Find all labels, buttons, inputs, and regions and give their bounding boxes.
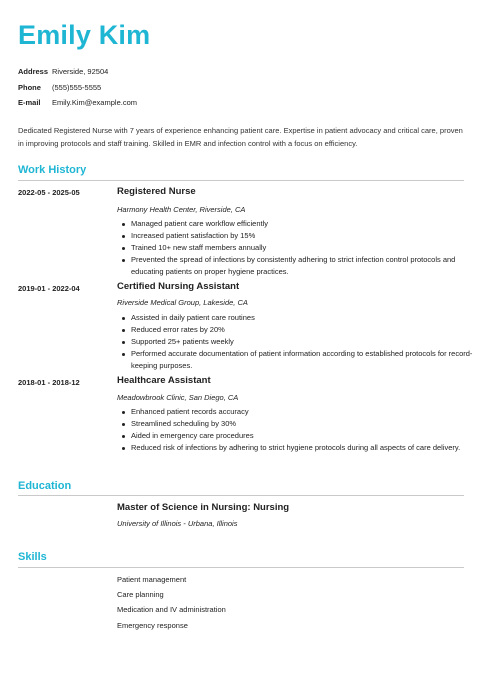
skill-item: Patient management [117,575,187,584]
job-bullets [117,312,481,372]
job-dates: 2019-01 - 2022-04 [18,284,80,293]
list-item: Aided in emergency care procedures [131,430,481,442]
list-item: Assisted in daily patient care routines [131,312,481,324]
job-bullets [117,406,481,454]
job-title: Healthcare Assistant [117,375,211,386]
list-item: Supported 25+ patients weekly [131,336,481,348]
section-heading-skills: Skills [18,551,47,563]
contact-value: Riverside, 92504 [52,67,109,76]
job-dates: 2022-05 - 2025-05 [18,188,80,197]
job-company: Harmony Health Center, Riverside, CA [117,205,246,214]
skill-item: Emergency response [117,621,188,630]
contact-label: E-mail [18,98,41,107]
job-title: Registered Nurse [117,186,196,197]
list-item: Reduced risk of infections by adhering to strict hygiene protocols during all aspects of care delivery. [131,442,481,454]
section-divider [18,567,464,568]
contact-label: Address [18,67,49,76]
list-item: Enhanced patient records accuracy [131,406,481,418]
list-item: Managed patient care workflow efficiently [131,218,481,230]
contact-value: (555)555-5555 [52,83,102,92]
job-title: Certified Nursing Assistant [117,281,240,292]
section-divider [18,180,464,181]
skill-item: Care planning [117,590,164,599]
professional-summary: Dedicated Registered Nurse with 7 years of experience enhancing patient care. Expertise in patient advocacy and critical care, proven in improving protocols and staff training. Skilled in EMR and infection control with a focus on efficiency. [18,126,463,148]
list-item: Reduced error rates by 20% [131,324,481,336]
job-company: Meadowbrook Clinic, San Diego, CA [117,393,239,402]
candidate-name: Emily Kim [18,20,151,50]
list-item: Streamlined scheduling by 30% [131,418,481,430]
section-heading-work-history: Work History [18,164,87,176]
contact-label: Phone [18,83,41,92]
school-name: University of Illinois - Urbana, Illinois [117,519,238,528]
job-bullets [117,218,481,278]
list-item: Performed accurate documentation of patient information according to established protocols for record-keeping purposes. [131,348,481,372]
skill-item: Medication and IV administration [117,605,226,614]
job-company: Riverside Medical Group, Lakeside, CA [117,298,248,307]
job-dates: 2018-01 - 2018-12 [18,378,80,387]
contact-value: Emily.Kim@example.com [52,98,137,107]
list-item: Increased patient satisfaction by 15% [131,230,481,242]
section-divider [18,495,464,496]
section-heading-education: Education [18,480,72,492]
list-item: Prevented the spread of infections by consistently adhering to strict infection control protocols and educating patients on proper hygiene practices. [131,254,481,278]
list-item: Trained 10+ new staff members annually [131,242,481,254]
degree-title: Master of Science in Nursing: Nursing [117,502,290,513]
